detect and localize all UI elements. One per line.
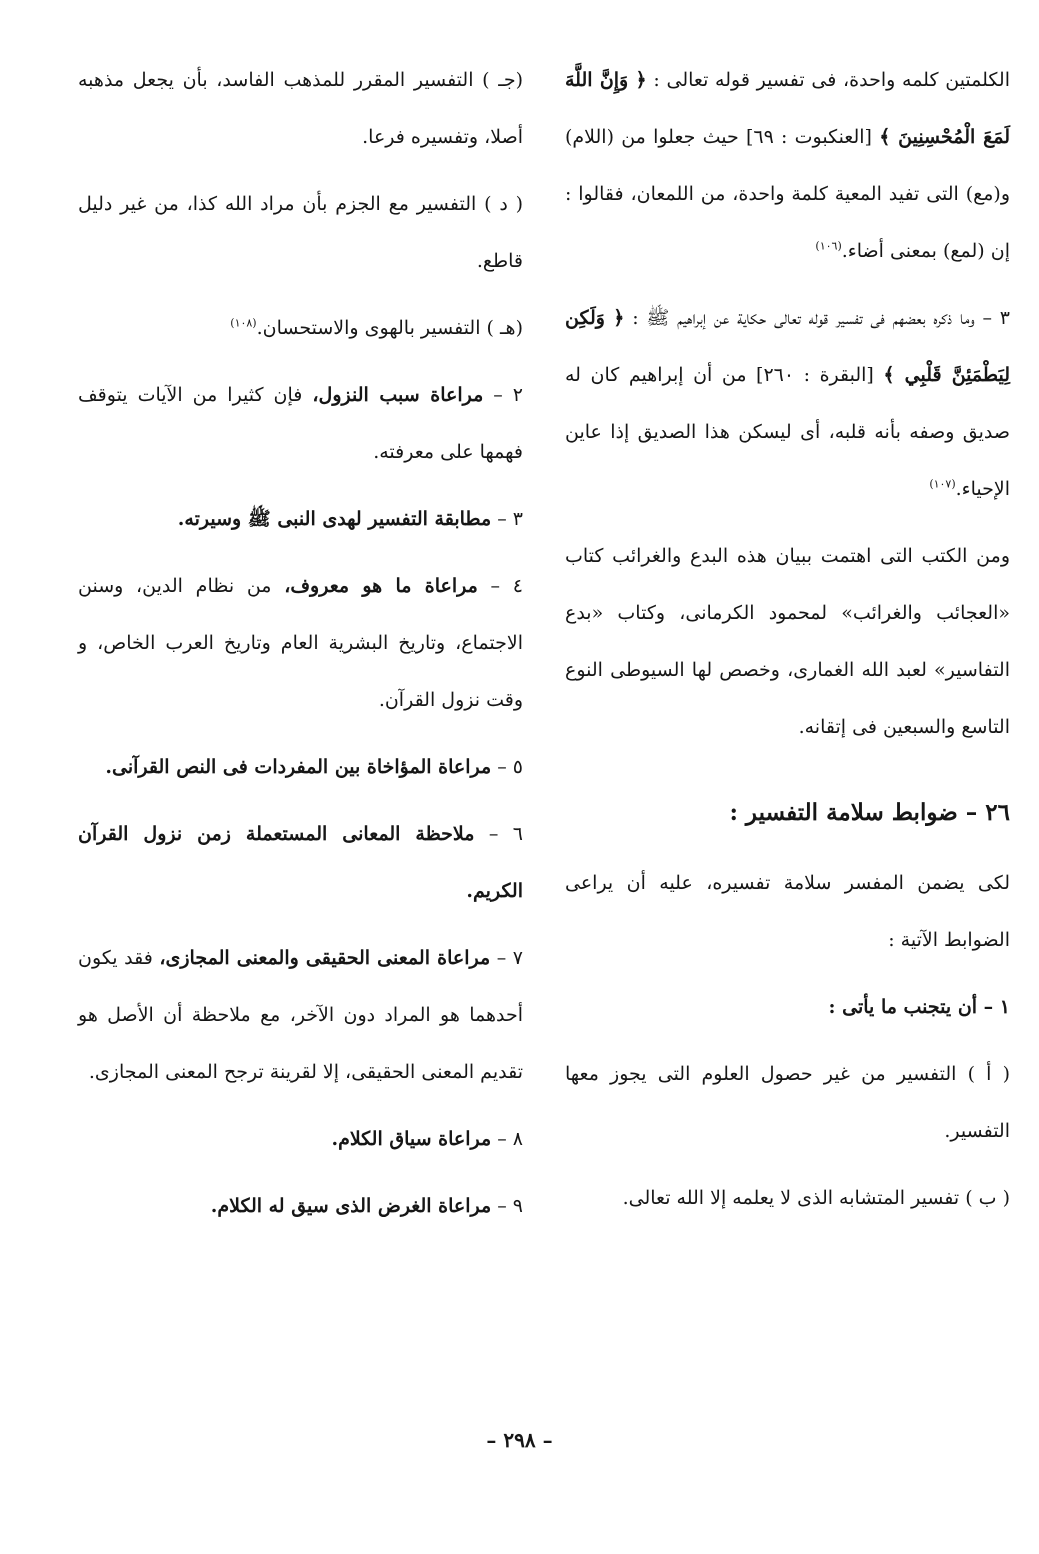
item-number: ٩ – — [497, 1195, 523, 1217]
list-item-a: ( أ ) التفسير من غير حصول العلوم التى يجوز معها التفسير. — [565, 1063, 1010, 1142]
item-number: ٣ – — [497, 508, 523, 530]
item-title: مراعاة ما هو معروف، — [284, 575, 478, 597]
item-number: ٢ – — [493, 384, 523, 406]
item-number: ٤ – — [490, 575, 523, 597]
item-text: فقد يكون أحدهما هو المراد دون الآخر، مع ملاحظة أن الأصل هو تقديم المعنى الحقيقى، إلا لقرينة ترجح المعنى المجازى. — [78, 947, 523, 1083]
item-number: ٨ – — [497, 1128, 523, 1150]
paragraph-text: الكلمتين كلمه واحدة، فى تفسير قوله تعالى : — [653, 69, 1010, 91]
list-item-3 — [78, 491, 523, 548]
list-item-5 — [78, 739, 523, 796]
list-item-e — [78, 300, 523, 357]
paragraph-lamma-interpretation — [565, 52, 1010, 280]
list-item-8 — [78, 1111, 523, 1168]
paragraph-books: ومن الكتب التى اهتمت ببيان هذه البدع والغرائب كتاب «العجائب والغرائب» لمحمود الكرمانى، وكتاب «بدع التفاسير» لعبد الله الغمارى، وخصص لها السيوطى النوع التاسع والسبعين فى إتقانه. — [565, 545, 1010, 738]
item-title: مراعاة الغرض الذى سيق له الكلام. — [210, 1195, 492, 1217]
item-title: مراعاة سبب النزول، — [312, 384, 484, 406]
item-title: مراعاة المعنى الحقيقى والمعنى المجازى، — [159, 947, 491, 969]
list-item-4 — [78, 558, 523, 729]
list-item-6 — [78, 806, 523, 920]
list-item-b: ( ب ) تفسير المتشابه الذى لا يعلمه إلا الله تعالى. — [622, 1187, 1010, 1209]
paragraph-text: [البقرة : ٢٦٠] من أن إبراهيم كان له صديق وصفه بأنه قلبه، أى ليسكن هذا الصديق إذا عاين الإحياء. — [565, 364, 1010, 500]
footnote-marker: (١٠٦) — [815, 239, 842, 253]
footnote-marker: (١٠٨) — [230, 316, 257, 330]
left-column — [78, 52, 523, 1245]
list-item-d: ( د ) التفسير مع الجزم بأن مراد الله كذا، من غير دليل قاطع. — [78, 193, 523, 272]
item-text: من نظام الدين، وسنن الاجتماع، وتاريخ البشرية العام وتاريخ العرب الخاص، و وقت نزول القرآن. — [78, 575, 523, 711]
footnote-marker: (١٠٧) — [929, 477, 956, 491]
list-item-2 — [78, 367, 523, 481]
list-item-7 — [78, 930, 523, 1101]
item-title: ملاحظة المعانى المستعملة زمن نزول القرآن الكريم. — [78, 823, 523, 902]
item-number: ٦ – — [488, 823, 523, 845]
paragraph-intro: لكى يضمن المفسر سلامة تفسيره، عليه أن يراعى الضوابط الآتية : — [565, 872, 1010, 951]
item-number: ٧ – — [496, 947, 524, 969]
item-title: مطابقة التفسير لهدى النبى ﷺ وسيرته. — [177, 508, 492, 530]
section-heading: ٢٦ – ضوابط سلامة التفسير : — [729, 799, 1010, 826]
list-item-c: (جـ ) التفسير المقرر للمذهب الفاسد، بأن يجعل مذهبه أصلا، وتفسيره فرعا. — [78, 69, 523, 148]
right-column — [565, 52, 1010, 1237]
list-item-9 — [78, 1178, 523, 1235]
quran-verse: ﴿ وَلَكِن لِيَطْمَئِنَّ قَلْبِي ﴾ — [565, 307, 1010, 386]
paragraph-text: ٣ – وما ذكره بعضهم فى تفسير قوله تعالى حكاية عن إبراهيم ﷺ : — [632, 307, 1010, 329]
list-item-text: (هـ ) التفسير بالهوى والاستحسان. — [256, 317, 523, 339]
quran-verse: ﴿ وَإِنَّ اللَّهَ لَمَعَ الْمُحْسِنِينَ ﴾ — [565, 69, 1010, 148]
item-number: ٥ – — [497, 756, 523, 778]
item-title: مراعاة سياق الكلام. — [331, 1128, 492, 1150]
paragraph-text: [العنكبوت : ٦٩] حيث جعلوا من (اللام) و(مع) التى تفيد المعية كلمة واحدة، من اللمعان، فقالوا : إن (لمع) بمعنى أضاء. — [565, 126, 1010, 262]
paragraph-ibrahim-interpretation — [565, 290, 1010, 518]
item-text: فإن كثيرا من الآيات يتوقف فهمها على معرفته. — [78, 384, 523, 463]
list-item-1: ١ – أن يتجنب ما يأتى : — [828, 996, 1010, 1018]
page-number: – ٢٩٨ – — [486, 1428, 553, 1452]
item-title: مراعاة المؤاخاة بين المفردات فى النص القرآنى. — [105, 756, 492, 778]
